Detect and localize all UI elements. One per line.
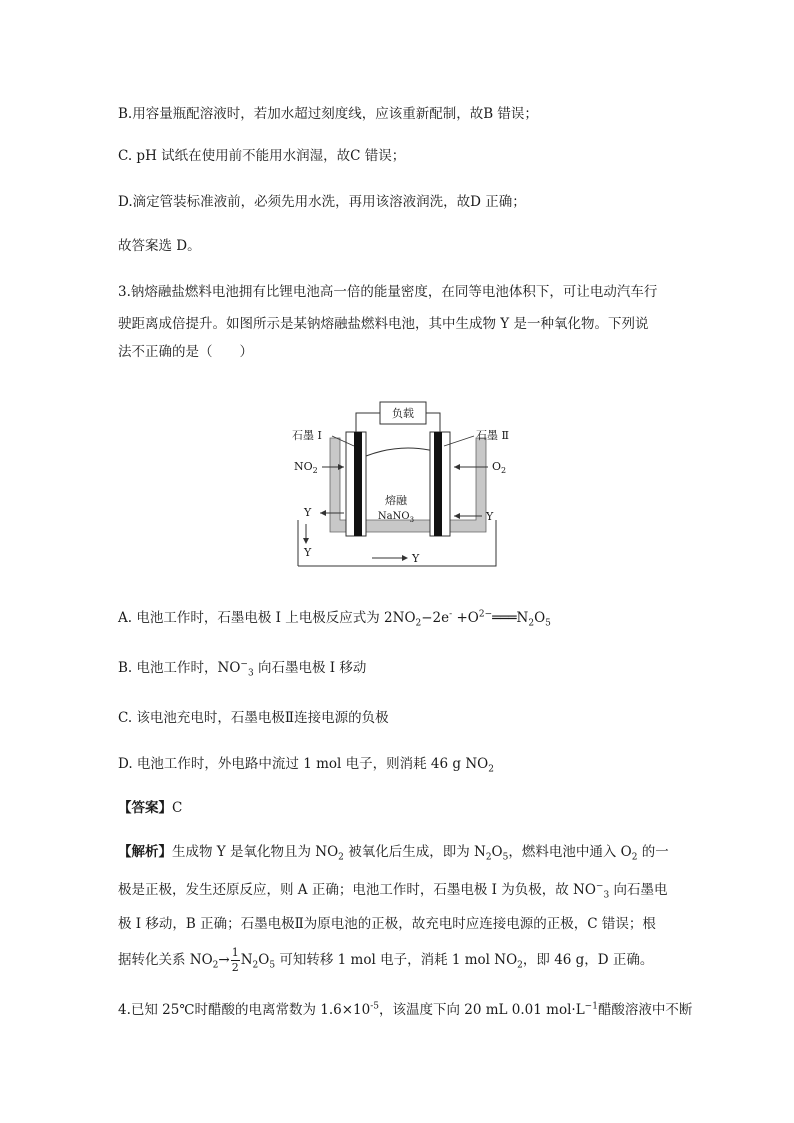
answer-label: 【答案】 — [118, 800, 172, 816]
y-label-left-bottom: Y — [304, 546, 312, 559]
option-c: C. 该电池充电时，石墨电极Ⅱ连接电源的负极 — [118, 710, 389, 726]
y-down-arrowhead — [303, 538, 309, 544]
melt-label-1: 熔融 — [385, 494, 407, 507]
graphite-electrode-1 — [354, 432, 362, 536]
y-label-right: Y — [486, 510, 494, 523]
graphite-1-label: 石墨 Ⅰ — [292, 429, 322, 442]
o2-label: $O_2$ — [492, 460, 507, 475]
no2-arrowhead — [338, 464, 344, 470]
y-right-arrowhead — [454, 513, 460, 519]
analysis-line-3: 极 I 移动，B 正确；石墨电极Ⅱ为原电池的正极，故充电时应连接电源的正极，C 错误；根 — [118, 916, 656, 932]
option-c-text: C. pH 试纸在使用前不能用水润湿，故C 错误； — [118, 148, 406, 164]
option-b-text: B.用容量瓶配溶液时，若加水超过刻度线，应该重新配制，故B 错误； — [118, 106, 538, 122]
y-left-arrowhead — [320, 510, 326, 516]
y-label-bottom: Y — [412, 552, 420, 565]
analysis-line-1: 【解析】生成物 Y 是氧化物且为 $NO_2$ 被氧化后生成，即为 $N_2O_5$，燃料电池中通入 $O_2$ 的一 — [118, 844, 669, 863]
graphite-electrode-2 — [434, 432, 442, 536]
wire-left — [356, 413, 380, 432]
q3-stem-line2: 驶距离成倍提升。如图所示是某钠熔融盐燃料电池，其中生成物 Y 是一种氧化物。下列说 — [118, 316, 649, 332]
answer-value: C — [172, 800, 183, 816]
wire-right — [426, 413, 440, 432]
no2-label: $NO_2$ — [294, 460, 318, 475]
analysis-line-2: 极是正极，发生还原反应，则 A 正确；电池工作时，石墨电极 I 为负极，故 $NO^-_3$ 向石墨电 — [118, 881, 668, 901]
melt-label-2: NaNO$_3$ — [377, 511, 415, 524]
y-bottom-arrowhead — [402, 555, 408, 561]
option-a: A. 电池工作时，石墨电极 I 上电极反应式为 $2NO_2-2e^-$ $+O^{2-}═══N_2O_5$ — [118, 609, 551, 629]
load-label: 负载 — [392, 407, 414, 420]
conclusion-text: 故答案选 D。 — [118, 238, 201, 254]
fraction-one-half: $\frac{1}{2}$ — [231, 946, 239, 974]
option-d: D. 电池工作时，外电路中流过 1 mol 电子，则消耗 46 g $NO_2$ — [118, 756, 494, 775]
analysis-line-4: 据转化关系 $NO_2\to$ $\frac{1}{2}$ $N_2O_5$ 可知转移 1 mol 电子，消耗 1 mol $NO_2$，即 46 g，D 正确。 — [118, 946, 654, 974]
option-d-text: D.滴定管装标准液前，必须先用水洗，再用该溶液润洗，故D 正确； — [118, 194, 526, 210]
y-label-left-top: Y — [304, 506, 312, 519]
graphite-2-label: 石墨 Ⅱ — [476, 429, 509, 442]
q3-stem-line1: 3.钠熔融盐燃料电池拥有比锂电池高一倍的能量密度，在同等电池体积下，可让电动汽车行 — [118, 284, 658, 300]
answer-line — [118, 798, 698, 818]
option-b: B. 电池工作时，$NO^-_3$ 向石墨电极 I 移动 — [118, 659, 367, 679]
o2-arrowhead — [454, 464, 460, 470]
q3-stem-line3: 法不正确的是（ ） — [118, 344, 253, 360]
analysis-label: 【解析】 — [118, 844, 172, 860]
q4-stem: 4.已知 25℃时醋酸的电离常数为 $1.6\times 10^{-5}$，该温度下向 20 mL 0.01 $mol\cdot L^{-1}$醋酸溶液中不断 — [118, 1001, 693, 1018]
fuel-cell-diagram — [268, 398, 528, 576]
